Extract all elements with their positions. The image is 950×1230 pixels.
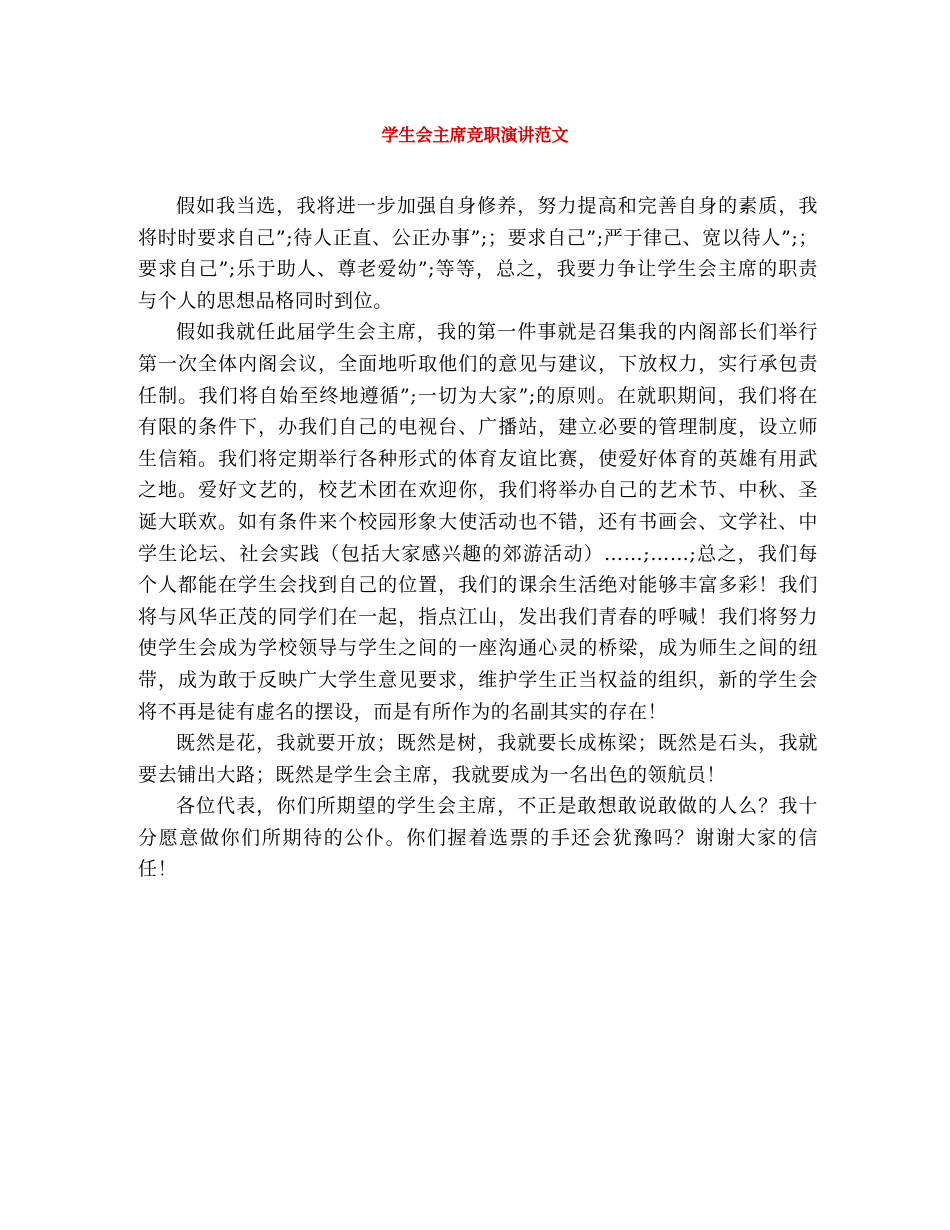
document-body xyxy=(138,191,818,886)
paragraph-1: 假如我当选，我将进一步加强自身修养，努力提高和完善自身的素质，我将时时要求自己”;待人正直、公正办事”;；要求自己”;严于律己、宽以待人”;；要求自己”;乐于助人、尊老爱幼”;等等，总之，我要力争让学生会主席的职责与个人的思想品格同时到位。 xyxy=(138,195,818,312)
paragraph-2: 假如我就任此届学生会主席，我的第一件事就是召集我的内阁部长们举行第一次全体内阁会议，全面地听取他们的意见与建议，下放权力，实行承包责任制。我们将自始至终地遵循”;一切为大家”;的原则。在就职期间，我们将在有限的条件下，办我们自己的电视台、广播站，建立必要的管理制度，设立师生信箱。我们将定期举行各种形式的体育友谊比赛，使爱好体育的英雄有用武之地。爱好文艺的，校艺术团在欢迎你，我们将举办自己的艺术节、中秋、圣诞大联欢。如有条件来个校园形象大使活动也不错，还有书画会、文学社、中学生论坛、社会实践（包括大家感兴趣的郊游活动）……;……;总之，我们每个人都能在学生会找到自己的位置，我们的课余生活绝对能够丰富多彩！我们将与风华正茂的同学们在一起，指点江山，发出我们青春的呼喊！我们将努力使学生会成为学校领导与学生之间的一座沟通心灵的桥梁，成为师生之间的纽带，成为敢于反映广大学生意见要求，维护学生正当权益的组织，新的学生会将不再是徒有虚名的摆设，而是有所作为的名副其实的存在！ xyxy=(138,321,818,723)
paragraph-3: 既然是花，我就要开放；既然是树，我就要长成栋梁；既然是石头，我就要去铺出大路；既然是学生会主席，我就要成为一名出色的领航员！ xyxy=(138,732,818,786)
document-title: 学生会主席竞职演讲范文 xyxy=(381,126,569,146)
paragraph-4: 各位代表，你们所期望的学生会主席，不正是敢想敢说敢做的人么？我十分愿意做你们所期待的公仆。你们握着选票的手还会犹豫吗？谢谢大家的信任！ xyxy=(138,795,818,881)
